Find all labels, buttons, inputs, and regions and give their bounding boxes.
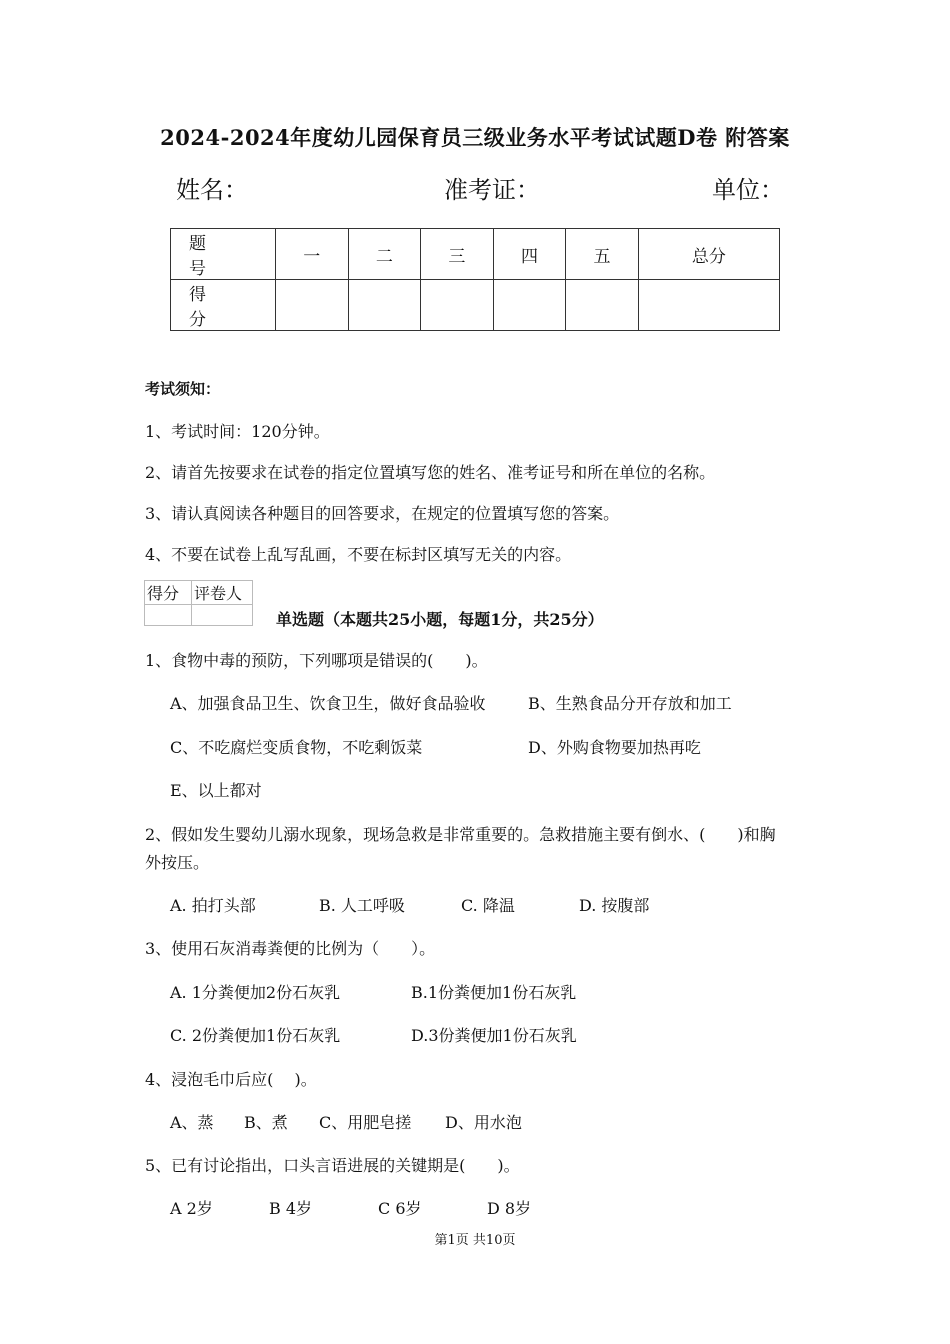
score-table-row-label: 得 分 [171,280,276,331]
question-option: B. 人工呼吸 [319,896,405,915]
question-option: B、煮 [244,1113,288,1132]
question-stem: 5、已有讨论指出，口头言语进展的关键期是( )。 [145,1156,520,1175]
score-input-cell[interactable] [348,280,421,331]
question-option: C、不吃腐烂变质食物，不吃剩饭菜 [170,738,423,757]
score-table [170,228,780,331]
grader-score-cell[interactable] [145,605,192,626]
question-option: D.3份粪便加1份石灰乳 [411,1026,577,1045]
notice-heading: 考试须知： [145,380,221,398]
question-option: B、生熟食品分开存放和加工 [528,694,732,713]
score-table-cell: 三 [421,229,494,280]
score-input-cell[interactable] [276,280,349,331]
question-stem-continued: 外按压。 [145,853,210,872]
question-option: C. 2份粪便加1份石灰乳 [170,1026,341,1045]
page-footer: 第1页 共10页 [434,1233,516,1248]
question-option: D、外购食物要加热再吃 [528,738,701,757]
question-option: A. 拍打头部 [170,896,256,915]
notice-item: 4、不要在试卷上乱写乱画，不要在标封区填写无关的内容。 [145,545,572,564]
score-input-cell[interactable] [493,280,566,331]
name-field-label: 姓名： [176,176,248,204]
score-table-cell: 题 号 [171,229,276,280]
notice-item: 2、请首先按要求在试卷的指定位置填写您的姓名、准考证号和所在单位的名称。 [145,463,716,482]
question-option: A、蒸 [170,1113,214,1132]
score-table-header-row [171,229,780,280]
notice-item: 1、考试时间：120分钟。 [145,422,330,441]
question-stem: 3、使用石灰消毒粪便的比例为（ ）。 [145,939,436,958]
question-option: D. 按腹部 [579,896,650,915]
score-table-score-row [171,280,780,331]
score-table-cell: 四 [493,229,566,280]
notice-item: 3、请认真阅读各种题目的回答要求，在规定的位置填写您的答案。 [145,504,620,523]
score-table-cell: 二 [348,229,421,280]
question-stem: 4、浸泡毛巾后应( )。 [145,1070,317,1089]
score-table-cell: 总分 [638,229,779,280]
unit-field-label: 单位： [712,176,784,204]
score-table-cell: 五 [566,229,639,280]
question-option: C 6岁 [378,1199,422,1218]
score-input-cell[interactable] [638,280,779,331]
grader-table [144,580,253,626]
question-stem: 2、假如发生婴幼儿溺水现象，现场急救是非常重要的。急救措施主要有倒水、( )和胸 [145,825,776,844]
exam-number-field-label: 准考证： [444,176,540,204]
question-option: B 4岁 [269,1199,313,1218]
question-option: A、加强食品卫生、饮食卫生，做好食品验收 [170,694,486,713]
question-option: A 2岁 [170,1199,213,1218]
score-input-cell[interactable] [566,280,639,331]
question-option: B.1份粪便加1份石灰乳 [411,983,577,1002]
question-option: C. 降温 [461,896,515,915]
grader-reviewer-cell[interactable] [192,605,253,626]
question-option: C、用肥皂搓 [319,1113,412,1132]
document-title: 2024-2024年度幼儿园保育员三级业务水平考试试题D卷 附答案 [160,125,790,150]
question-option: D、用水泡 [445,1113,522,1132]
score-input-cell[interactable] [421,280,494,331]
score-table-cell: 一 [276,229,349,280]
question-option: A. 1分粪便加2份石灰乳 [170,983,341,1002]
question-option: E、以上都对 [170,781,262,800]
grader-reviewer-label: 评卷人 [192,581,253,605]
question-stem: 1、食物中毒的预防，下列哪项是错误的( )。 [145,651,488,670]
grader-score-label: 得分 [145,581,192,605]
section-title: 单选题（本题共25小题，每题1分，共25分） [276,610,604,629]
question-option: D 8岁 [487,1199,532,1218]
